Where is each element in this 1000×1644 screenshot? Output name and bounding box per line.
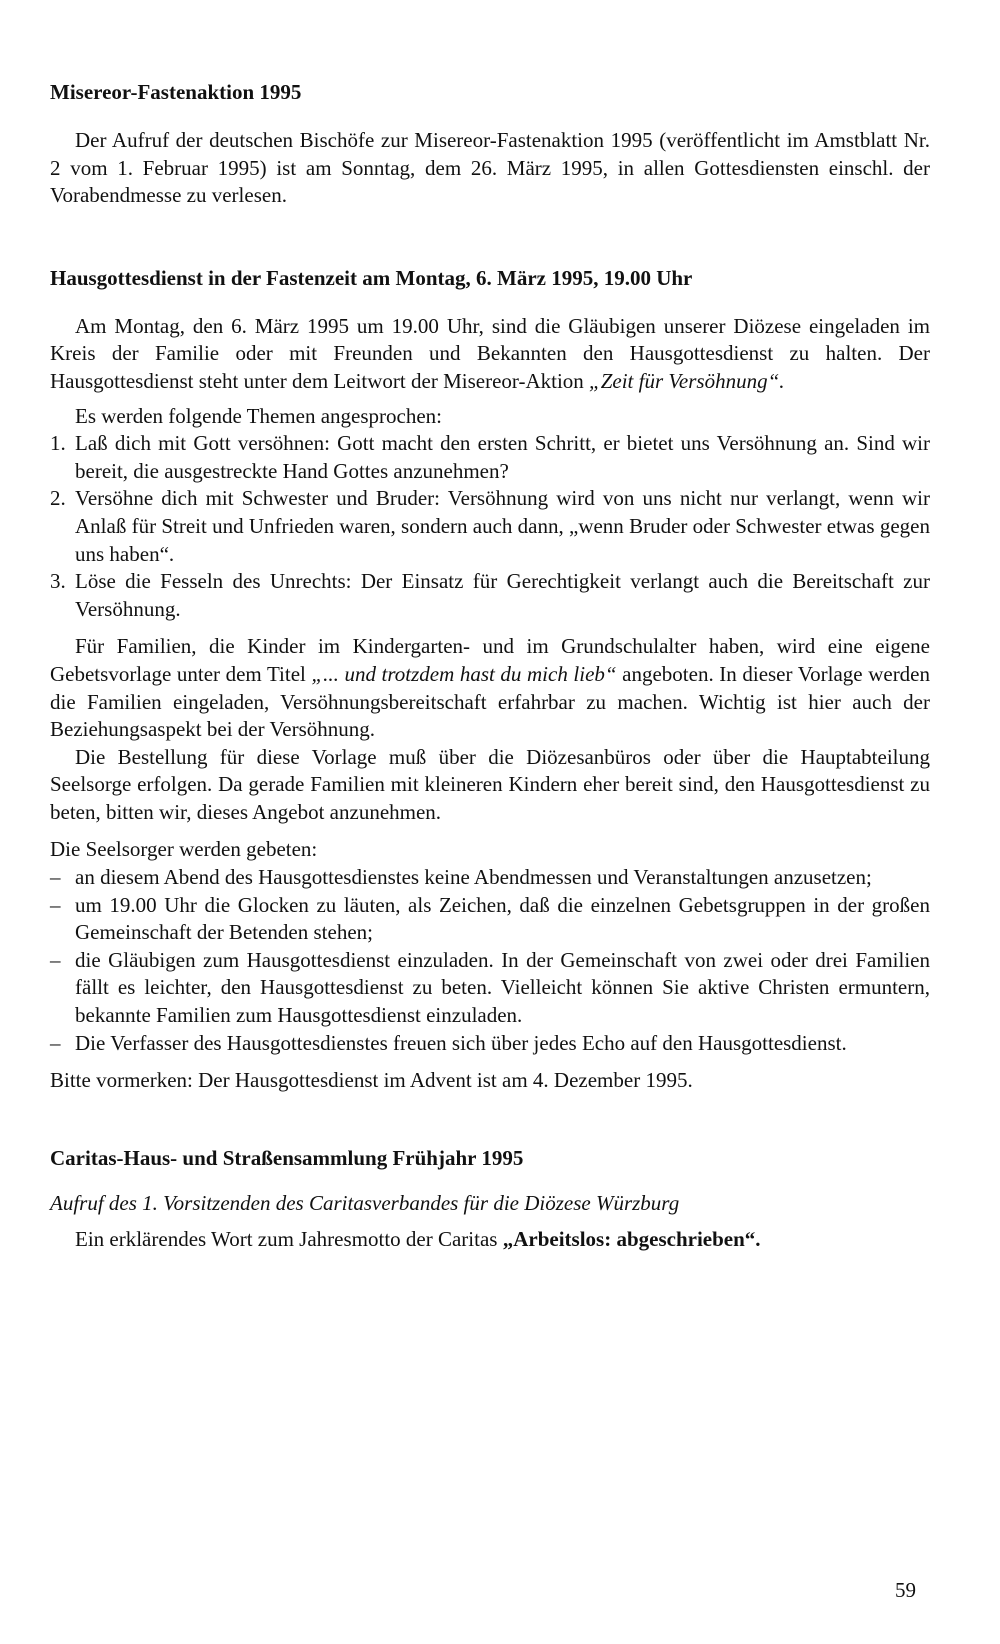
misereor-paragraph: Der Aufruf der deutschen Bischöfe zur Misereor-Fastenaktion 1995 (veröffentlicht im Amstblatt Nr. 2 vom 1. Februar 1995) ist am Sonntag, dem 26. März 1995, in allen Gottesdiensten einschl. der Vorabendmesse zu verlesen.: [50, 128, 930, 208]
list-item-text: Löse die Fesseln des Unrechts: Der Einsatz für Gerechtigkeit verlangt auch die Bereitschaft zur Versöhnung.: [75, 569, 930, 621]
caritas-text: Ein erklärendes Wort zum Jahresmotto der Caritas: [75, 1226, 503, 1251]
motto-text: „Zeit für Versöhnung“.: [589, 368, 785, 393]
list-marker: –: [50, 865, 61, 890]
list-item: [50, 947, 930, 1030]
list-marker: –: [50, 1030, 61, 1055]
list-item-text: Die Verfasser des Hausgottesdienstes freuen sich über jedes Echo auf den Hausgottesdienst.: [75, 1030, 847, 1055]
list-marker: –: [50, 947, 61, 972]
list-item: [50, 485, 930, 568]
list-marker: –: [50, 892, 61, 917]
families-text-continued: angeboten. In dieser Vorlage werden die Familien eingeladen, Versöhnungsbereitschaft erfahrbar zu machen. Wichtig ist hier auch der Beziehungsaspekt bei der Versöhnung.: [50, 661, 931, 742]
list-item-text: an diesem Abend des Hausgottesdienstes keine Abendmessen und Veranstaltungen anzusetzen;: [75, 865, 872, 890]
list-marker: 1.: [50, 431, 66, 456]
hausgottesdienst-intro: [50, 313, 930, 396]
list-item: [50, 864, 930, 892]
advent-note: Bitte vormerken: Der Hausgottesdienst im Advent ist am 4. Dezember 1995.: [50, 1068, 693, 1093]
themes-intro: Es werden folgende Themen angesprochen:: [75, 403, 442, 428]
list-item: [50, 430, 930, 485]
list-item: [50, 1030, 930, 1058]
list-marker: 3.: [50, 569, 66, 594]
caritas-intro: [50, 1226, 930, 1254]
order-paragraph: Die Bestellung für diese Vorlage muß über die Diözesanbüros oder über die Hauptabteilung Seelsorge erfolgen. Da gerade Familien mit kleineren Kindern eher bereit sind, den Hausgottesdienst zu beten, bitten wir, dieses Angebot anzunehmen.: [50, 744, 930, 824]
families-paragraph: [50, 633, 930, 743]
list-item-text: die Gläubigen zum Hausgottesdienst einzuladen. In der Gemeinschaft von zwei oder drei Familien fällt es leichter, den Hausgottesdienst zu beten. Vielleicht können Sie aktive Christen ermuntern, bekannte Familien zum Hausgottesdienst einzuladen.: [75, 947, 930, 1028]
list-item: [50, 892, 930, 947]
list-item: [50, 568, 930, 623]
text-column: [50, 0, 930, 1253]
section-heading-misereor: Misereor-Fastenaktion 1995: [50, 80, 302, 104]
list-item-text: Laß dich mit Gott versöhnen: Gott macht den ersten Schritt, er bietet uns Versöhnung an. Sind wir bereit, die ausgestreckte Hand Gottes anzunehmen?: [75, 431, 930, 483]
caritas-subtitle: Aufruf des 1. Vorsitzenden des Caritasverbandes für die Diözese Würzburg: [50, 1190, 680, 1215]
families-text: Für Familien, die Kinder im Kindergarten- und im Grundschulalter haben, wird eine eigene Gebetsvorlage unter dem Titel: [50, 634, 930, 686]
section-heading-hausgottesdienst: Hausgottesdienst in der Fastenzeit am Montag, 6. März 1995, 19.00 Uhr: [50, 265, 693, 290]
section-heading-caritas: Caritas-Haus- und Straßensammlung Frühjahr 1995: [50, 1145, 524, 1170]
caritas-motto: „Arbeitslos: abgeschrieben“.: [502, 1226, 761, 1251]
list-item-text: um 19.00 Uhr die Glocken zu läuten, als Zeichen, daß die einzelnen Gebetsgruppen in der großen Gemeinschaft der Betenden stehen;: [75, 892, 930, 945]
page-number: 59: [895, 1578, 916, 1602]
list-item-text: Versöhne dich mit Schwester und Bruder: Versöhnung wird von uns nicht nur verlangt, wenn wir Anlaß für Streit und Unfrieden waren, sondern auch dann, „wenn Bruder oder Schwester etwas gegen uns haben“.: [75, 486, 930, 566]
gebetsvorlage-title: „... und trotzdem hast du mich lieb“: [311, 661, 617, 686]
list-marker: 2.: [50, 486, 66, 511]
pastors-intro: Die Seelsorger werden gebeten:: [50, 837, 318, 862]
intro-text: Am Montag, den 6. März 1995 um 19.00 Uhr, sind die Gläubigen unserer Diözese eingeladen im Kreis der Familie oder mit Freunden und Bekannten den Hausgottesdienst zu halten. Der Hausgottesdienst steht unter dem Leitwort der Misereor-Aktion: [50, 313, 930, 393]
